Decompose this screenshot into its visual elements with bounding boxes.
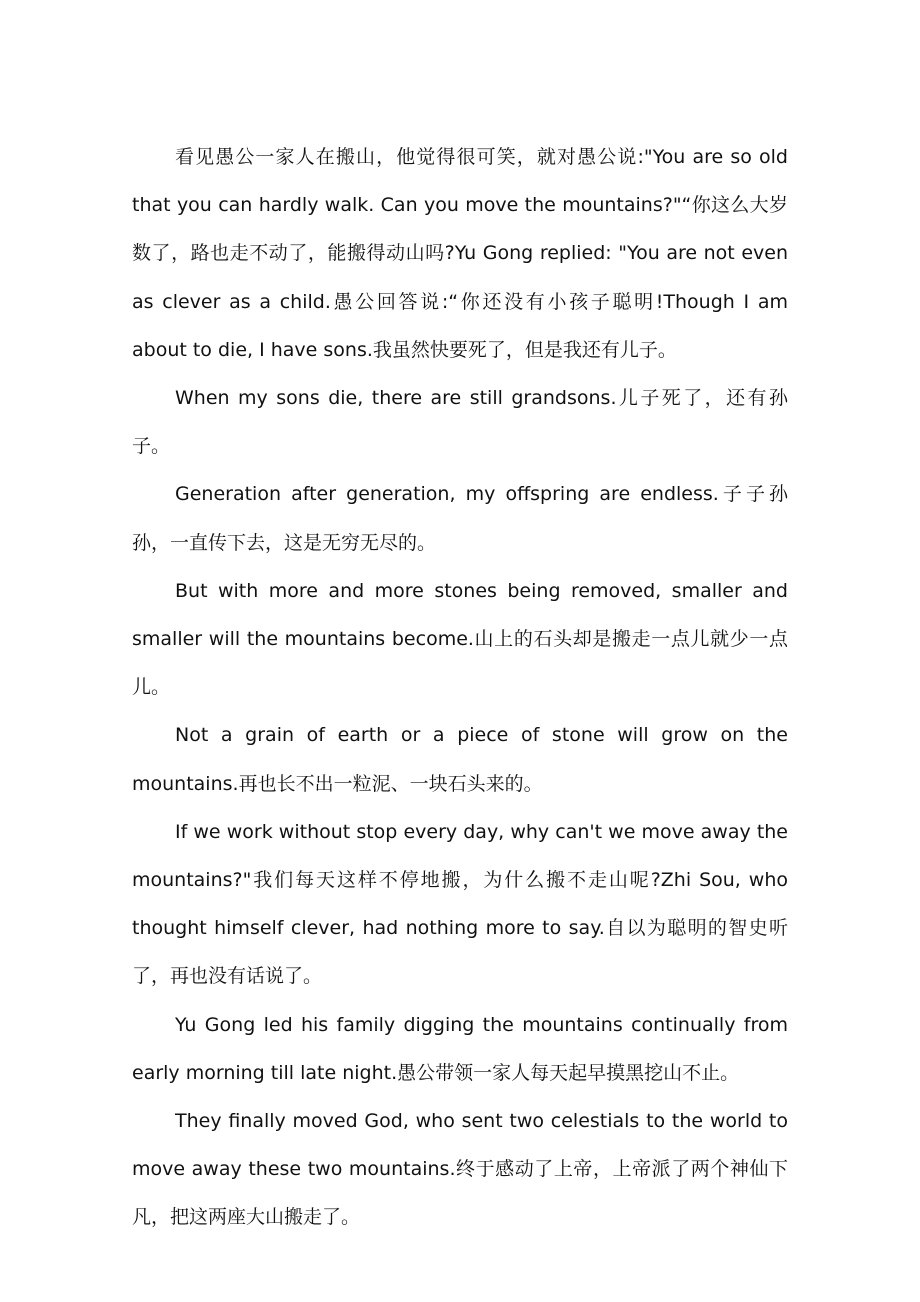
- paragraph: Yu Gong led his family digging the mountains continually from early morning till late night.愚公带领一家人每天起早摸黑挖山不止。: [132, 1013, 788, 1084]
- paragraph: When my sons die, there are still grandsons.儿子死了，还有孙子。: [132, 387, 788, 458]
- paragraph: But with more and more stones being removed, smaller and smaller will the mountains become.山上的石头却是搬走一点儿就少一点儿。: [132, 579, 788, 699]
- paragraph: Generation after generation, my offspring are endless.子子孙孙，一直传下去，这是无穷无尽的。: [132, 483, 788, 554]
- paragraph: If we work without stop every day, why can't we move away the mountains?"我们每天这样不停地搬，为什么搬不走山呢?Zhi Sou, who thought himself clever, had nothing more to say.自以为聪明的智史听了，再也没有话说了。: [132, 820, 788, 988]
- paragraph: 看见愚公一家人在搬山，他觉得很可笑，就对愚公说:"You are so old that you can hardly walk. Can you move the mountains?"“你这么大岁数了，路也走不动了，能搬得动山吗?Yu Gong replied: "You are not even as clever as a child.愚公回答说:“你还没有小孩子聪明!Though I am about to die, I have sons.我虽然快要死了，但是我还有儿子。: [132, 146, 788, 361]
- document-body: [132, 133, 788, 1242]
- paragraph: They finally moved God, who sent two celestials to the world to move away these two mountains.终于感动了上帝，上帝派了两个神仙下凡，把这两座大山搬走了。: [132, 1110, 788, 1229]
- paragraph: Not a grain of earth or a piece of stone will grow on the mountains.再也长不出一粒泥、一块石头来的。: [132, 724, 788, 795]
